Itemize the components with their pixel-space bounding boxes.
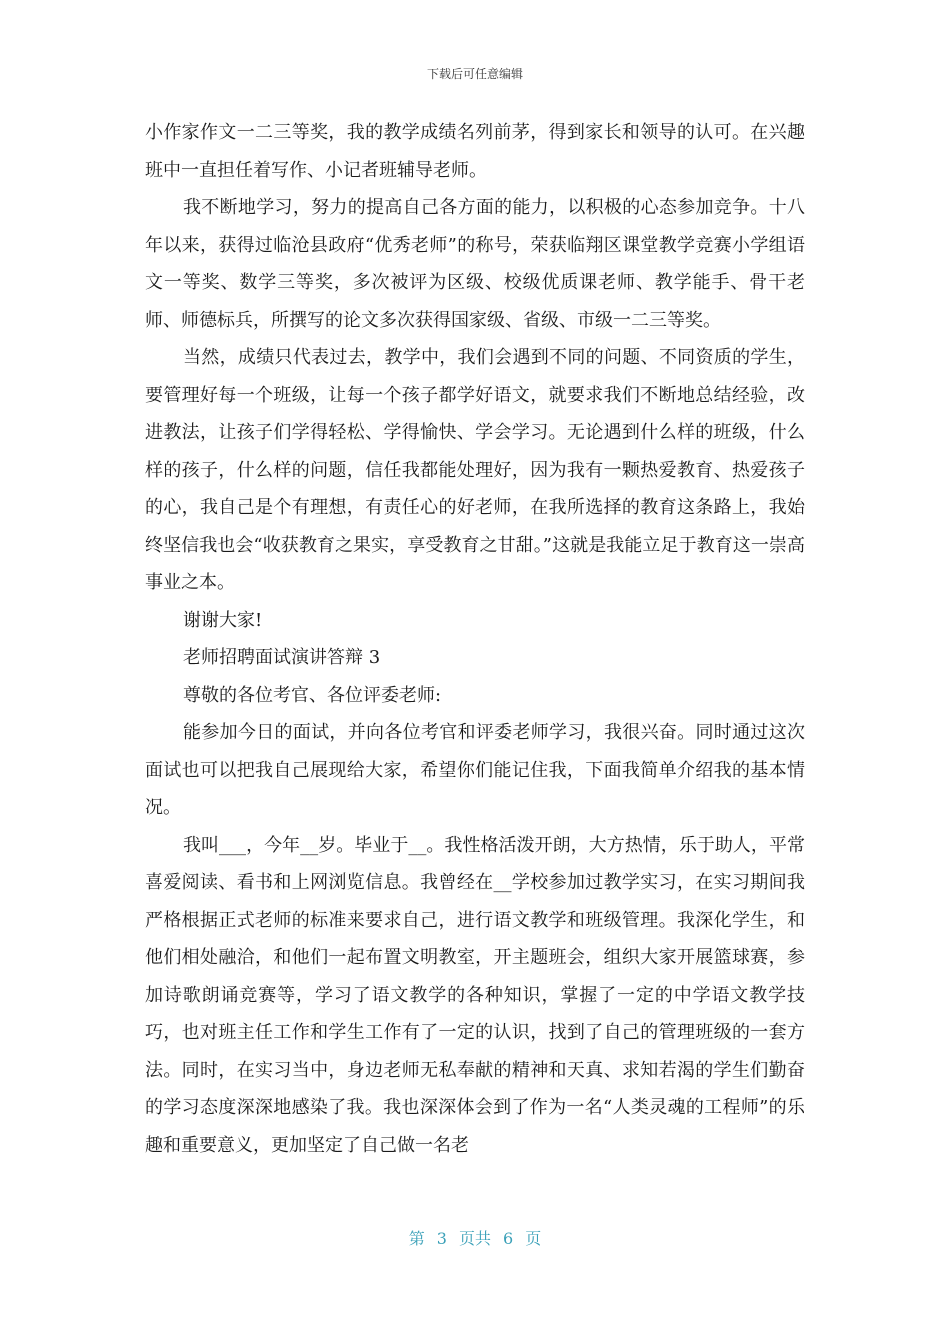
footer-label-page: 第	[408, 1229, 425, 1248]
paragraph: 小作家作文一二三等奖，我的教学成绩名列前茅，得到家长和领导的认可。在兴趣班中一直担任着写作、小记者班辅导老师。	[145, 122, 805, 181]
paragraph: 我叫___，今年__岁。毕业于__。我性格活泼开朗，大方热情，乐于助人，平常喜爱阅读、看书和上网浏览信息。我曾经在__学校参加过教学实习，在实习期间我严格根据正式老师的标准来要求自己，进行语文教学和班级管理。我深化学生，和他们相处融洽，和他们一起布置文明教室，开主题班会，组织大家开展篮球赛，参加诗歌朗诵竞赛等，学习了语文教学的各种知识，掌握了一定的中学语文教学技巧，也对班主任工作和学生工作有了一定的认识，找到了自己的管理班级的一套方法。同时，在实习当中，身边老师无私奉献的精神和天真、求知若渴的学生们勤奋的学习态度深深地感染了我。我也深深体会到了作为一名“人类灵魂的工程师”的乐趣和重要意义，更加坚定了自己做一名老	[145, 834, 805, 1156]
paragraph: 当然，成绩只代表过去，教学中，我们会遇到不同的问题、不同资质的学生，要管理好每一个班级，让每一个孩子都学好语文，就要求我们不断地总结经验，改进教法，让孩子们学得轻松、学得愉快、学会学习。无论遇到什么样的班级，什么样的孩子，什么样的问题，信任我都能处理好，因为我有一颗热爱教育、热爱孩子的心，我自己是个有理想，有责任心的好老师，在我所选择的教育这条路上，我始终坚信我也会“收获教育之果实，享受教育之甘甜。”这就是我能立足于教育这一崇高事业之本。	[145, 347, 805, 593]
footer-label-of: 页共	[458, 1229, 491, 1248]
salutation: 尊敬的各位考官、各位评委老师:	[183, 684, 442, 706]
page-footer	[0, 1229, 950, 1249]
total-pages-number: 6	[503, 1229, 514, 1248]
footer-label-end: 页	[525, 1229, 542, 1248]
section-heading: 老师招聘面试演讲答辩 3	[183, 647, 381, 668]
paragraph: 谢谢大家!	[183, 609, 263, 631]
current-page-number: 3	[436, 1229, 447, 1248]
paragraph: 我不断地学习，努力的提高自己各方面的能力，以积极的心态参加竞争。十八年以来，获得过临沧县政府“优秀老师”的称号，荣获临翔区课堂教学竞赛小学组语文一等奖、数学三等奖，多次被评为区级、校级优质课老师、教学能手、骨干老师、师德标兵，所撰写的论文多次获得国家级、省级、市级一二三等奖。	[145, 197, 805, 331]
document-body	[145, 114, 805, 1164]
page-header: 下载后可任意编辑	[426, 67, 523, 81]
paragraph: 能参加今日的面试，并向各位考官和评委老师学习，我很兴奋。同时通过这次面试也可以把我自己展现给大家，希望你们能记住我，下面我简单介绍我的基本情况。	[145, 722, 805, 818]
